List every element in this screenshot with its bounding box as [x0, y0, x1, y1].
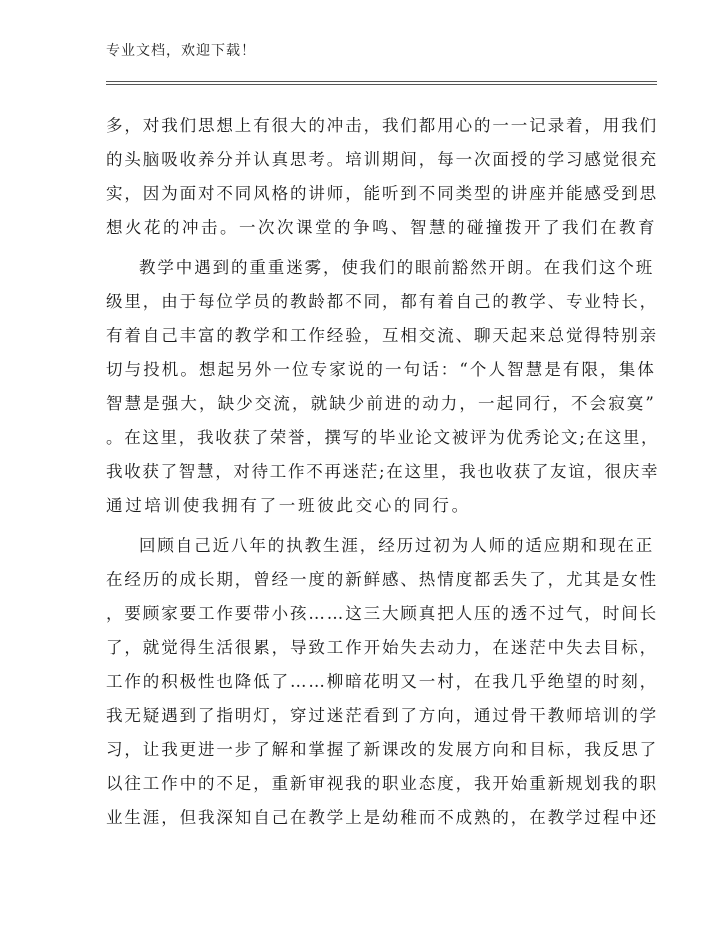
paragraph-line: 我无疑遇到了指明灯，穿过迷茫看到了方向，通过骨干教师培训的学 — [106, 706, 658, 725]
paragraph-line: 了，就觉得生活很累，导致工作开始失去动力，在迷茫中失去目标， — [106, 638, 658, 657]
paragraph-line: ，要顾家要工作要带小孩……这三大顾真把人压的透不过气，时间长 — [106, 604, 658, 623]
paragraph-line: 智慧是强大，缺少交流，就缺少前进的动力，一起同行，不会寂寞” — [106, 394, 656, 413]
paragraph-line: 工作的积极性也降低了……柳暗花明又一村，在我几乎绝望的时刻， — [106, 672, 658, 691]
paragraph-line: 教学中遇到的重重迷雾，使我们的眼前豁然开朗。在我们这个班 — [139, 258, 655, 277]
paragraph-line: 有着自己丰富的教学和工作经验，互相交流、聊天起来总觉得特别亲 — [106, 326, 658, 345]
paragraph-line: 实，因为面对不同风格的讲师，能听到不同类型的讲座并能感受到思 — [106, 184, 658, 203]
paragraph-line: 想火花的冲击。一次次课堂的争鸣、智慧的碰撞拨开了我们在教育 — [106, 218, 657, 237]
header-rule-top — [106, 81, 657, 82]
paragraph-line: 多，对我们思想上有很大的冲击，我们都用心的一一记录着，用我们 — [106, 116, 658, 135]
paragraph-line: 我收获了智慧，对待工作不再迷茫;在这里，我也收获了友谊，很庆幸 — [106, 462, 660, 481]
paragraph-line: 习，让我更进一步了解和掌握了新课改的发展方向和目标，我反思了 — [106, 740, 658, 759]
paragraph-line: 通过培训使我拥有了一班彼此交心的同行。 — [106, 496, 471, 515]
paragraph-line: 切与投机。想起另外一位专家说的一句话：“个人智慧是有限，集体 — [106, 360, 656, 379]
header-rule-bottom — [106, 84, 657, 85]
paragraph-line: 业生涯，但我深知自己在教学上是幼稚而不成熟的，在教学过程中还 — [106, 808, 658, 827]
paragraph-line: 。在这里，我收获了荣誉，撰写的毕业论文被评为优秀论文;在这里， — [106, 428, 660, 447]
paragraph-line: 以往工作中的不足，重新审视我的职业态度，我开始重新规划我的职 — [106, 774, 658, 793]
paragraph-line: 的头脑吸收养分并认真思考。培训期间，每一次面授的学习感觉很充 — [106, 150, 658, 169]
paragraph-line: 级里，由于每位学员的教龄都不同，都有着自己的教学、专业特长， — [106, 292, 658, 311]
paragraph-line: 在经历的成长期，曾经一度的新鲜感、热情度都丢失了，尤其是女性 — [106, 570, 658, 589]
paragraph-line: 回顾自己近八年的执教生涯，经历过初为人师的适应期和现在正 — [139, 536, 655, 555]
page-header: 专业文档，欢迎下载！ — [106, 43, 256, 59]
